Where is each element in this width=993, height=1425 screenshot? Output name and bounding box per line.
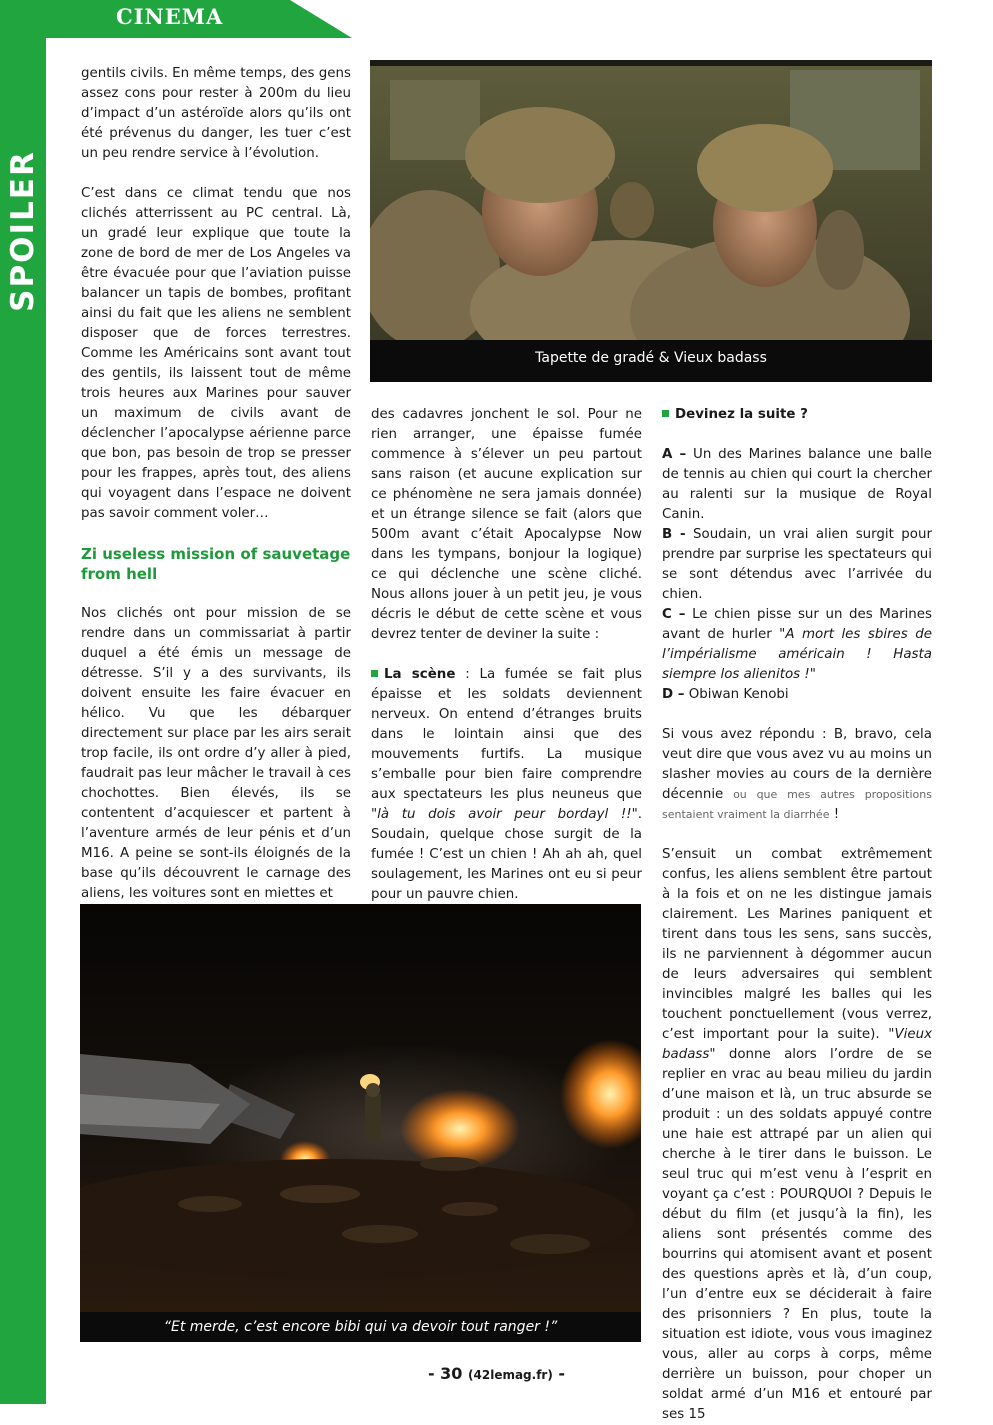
quiz-heading: [662, 405, 932, 425]
combat-paragraph: [662, 845, 932, 1425]
option-a: [662, 445, 932, 525]
photo-battlefield-caption: “Et merde, c’est encore bibi qui va devoir tout ranger !”: [80, 1312, 641, 1342]
section-header: [0, 0, 352, 38]
side-label: SPOILER: [5, 150, 41, 312]
option-b-text: Soudain, un vrai alien surgit pour prendre par surprise les spectateurs qui se sont détendus avec l’arrivée du chien.: [662, 527, 932, 602]
option-d: [662, 685, 932, 705]
page-footer: [0, 1364, 993, 1383]
soldiers-image: [370, 60, 932, 340]
scene-paragraph: [371, 665, 642, 905]
combat-text-1: S’ensuit un combat extrêmement confus, les aliens semblent être partout à la fois et on ne les distingue jamais clairement. Les Marines paniquent et tirent dans tous les sens, sans succès, ils ne parviennent à dégommer aucun de leurs adversaires qui semblent invincibles malgré les balles qui les touchent ponctuellement (vous verrez, c’est important pour la suite). ": [662, 847, 932, 1042]
answer-text: Si vous avez répondu : B, bravo, cela veut dire que vous avez vu au moins un slasher movies au cours de la dernière décennie: [662, 727, 932, 802]
option-c: [662, 605, 932, 685]
option-c-quote: A mort les sbires de l’impérialisme américain ! Hasta siempre los alienitos !: [662, 627, 932, 682]
battlefield-image: [80, 904, 641, 1312]
scene-text-1: : La fumée se fait plus épaisse et les soldats deviennent nerveux. On entend d’étranges bruits dans le lointain ainsi que des mouvements furtifs. La musique s’emballe pour bien faire comprendre aux spectateurs les plus neuneus que ": [371, 667, 642, 822]
scene-quote: là tu dois avoir peur bordayl !!: [377, 807, 632, 822]
bullet-icon: [662, 410, 669, 417]
scene-text-2: ". Soudain, quelque chose surgit de la fumée ! C’est un chien ! Ah ah ah, quel soulagement, les Marines ont eu si peur pour un pauvre chien.: [371, 807, 642, 902]
photo-battlefield: [80, 904, 641, 1312]
quiz-heading-text: Devinez la suite ?: [675, 407, 808, 422]
column-3: [662, 405, 932, 1425]
column-1: [81, 64, 351, 904]
col1-paragraph-3: Nos clichés ont pour mission de se rendre dans un commissariat à partir duquel a été émis un message de détresse. S’il y a des survivants, ils doivent ensuite les faire évacuer en hélico. Vu que les débarquer directement sur place par les airs serait trop facile, ils ont ordre d’y aller à pied, faudrait pas leur mâcher le travail à ces chochottes. Bien élevés, ils se contentent d’acquiescer et partent à l’aventure armés de leur pénis et d’un M16. A peine se sont-ils éloignés de la base qu’ils découvrent le carnage des aliens, les voitures sont en miettes et: [81, 606, 351, 901]
col1-paragraph-2: C’est dans ce climat tendu que nos clichés atterrissent au PC central. Là, un gradé leur explique que toute la zone de bord de mer de Los Angeles va être évacuée pour que l’aviation puisse balancer un tapis de bombes, profitant ainsi du fait que les aliens ne semblent disposer que de forces terrestres. Comme les Américains sont avant tout des gentils, ils laissent tout de même trois heures aux Marines pour sauver un maximum de civils avant de déclencher l’apocalypse aérienne parce que bon, pas besoin de trop se presser pour les frappes, après tout, des aliens qui voyagent dans l’espace ne doivent pas savoir comment voler…: [81, 186, 351, 521]
bullet-icon: [371, 670, 378, 677]
scene-label: La scène: [384, 667, 456, 682]
col1-paragraph-1: gentils civils. En même temps, des gens assez cons pour rester à 200m du lieu d’impact d’un astéroïde alors qu’ils ont été prévenus du danger, les tuer c’est un peu rendre service à l’évolution.: [81, 66, 351, 161]
answer-aside: ou que mes autres propositions sentaient vraiment la diarrhée: [662, 788, 932, 821]
footer-site: (42lemag.fr): [468, 1368, 553, 1382]
answer-paragraph: [662, 725, 932, 825]
option-b: [662, 525, 932, 605]
option-d-text: Obiwan Kenobi: [684, 687, 789, 702]
photo-soldiers-caption: Tapette de gradé & Vieux badass: [370, 340, 932, 382]
combat-quote: Vieux badass: [662, 1027, 932, 1062]
photo-soldiers: [370, 60, 932, 340]
footer-prefix: -: [427, 1364, 441, 1383]
page-number: 30: [440, 1364, 463, 1383]
combat-text-2: " donne alors l’ordre de se replier en vrac au beau milieu du jardin d’une maison et là, un truc absurde se produit : un des soldats appuyé contre une haie est attrapé par un alien qui cherche à le tirer dans le buisson. Le seul truc qui m’est venu à l’esprit en voyant ça c’est : POURQUOI ? Depuis le début du film (et jusqu’à la fin), les aliens sont présentés comme des bourrins qui atomisent avant et posent des questions après et là, d’un coup, l’un d’entre eux se déciderait à faire des prisonniers ? En plus, toute la situation est idiote, vous vous imaginez vous, aller au corps à corps, même derrière un buisson, pour choper un soldat armé d’un M16 et entouré par ses 15: [662, 1047, 932, 1422]
answer-end: !: [829, 807, 840, 822]
option-d-label: D –: [662, 687, 685, 702]
option-c-label: C –: [662, 607, 686, 622]
section-title: CINEMA: [116, 4, 224, 29]
col2-paragraph-1: des cadavres jonchent le sol. Pour ne rien arranger, une épaisse fumée commence à s’élever un peu partout sans raison (et aucune explication sur ce phénomène ne sera jamais donnée) et un étrange silence se fait (alors que 500m avant c’était Apocalypse Now dans les tympans, bonjour la logique) ce qui déclenche une scène cliché. Nous allons jouer à un petit jeu, je vous décris le début de cette scène et vous devrez tenter de deviner la suite :: [371, 407, 642, 642]
option-a-label: A –: [662, 447, 687, 462]
footer-suffix: -: [552, 1364, 566, 1383]
option-b-label: B -: [662, 527, 686, 542]
column-2: [371, 405, 642, 905]
option-c-end: ": [809, 667, 816, 682]
option-c-text: Le chien pisse sur un des Marines avant de hurler ": [662, 607, 932, 642]
option-a-text: Un des Marines balance une balle de tennis au chien qui court la chercher au ralenti sur la musique de Royal Canin.: [662, 447, 932, 522]
subheading: Zi useless mission of sauvetage from hell: [81, 545, 351, 583]
